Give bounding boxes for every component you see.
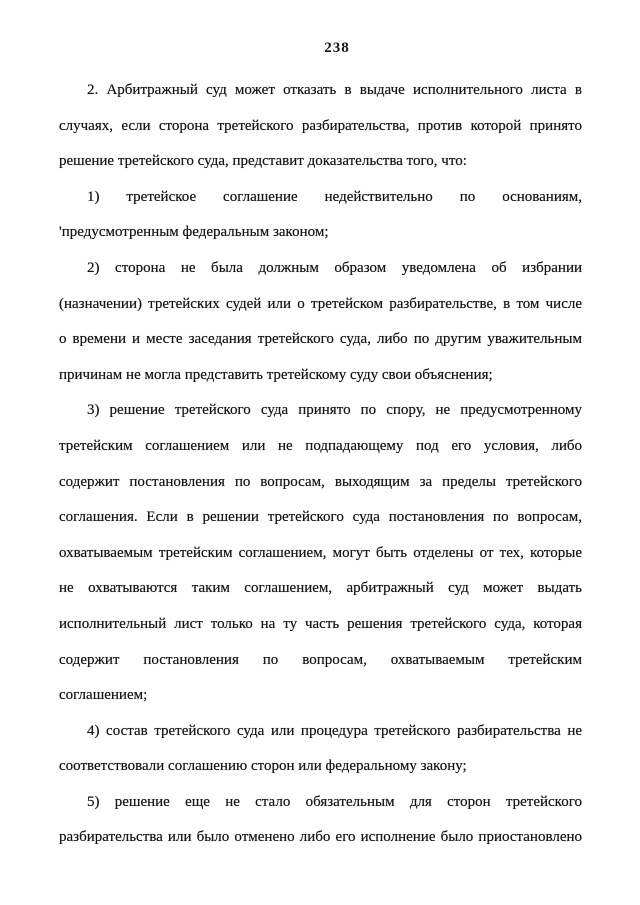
paragraph-2 bbox=[59, 180, 582, 251]
paragraph-6 bbox=[59, 785, 582, 856]
text-line: 2) сторона не была должным образом уведомлена об избрании bbox=[87, 259, 582, 276]
text-line: 5) решение еще не стало обязательным для сторон третейского bbox=[87, 793, 582, 810]
text-line: соглашением; bbox=[59, 687, 148, 704]
text-line: решение третейского суда, представит доказательства того, что: bbox=[59, 153, 467, 170]
paragraph-5 bbox=[59, 714, 582, 785]
text-line: 1) третейское соглашение недействительно по основаниям, bbox=[87, 188, 582, 205]
text-line: 3) решение третейского суда принято по спору, не предусмотренному bbox=[87, 402, 582, 419]
text-line: охватываемым третейским соглашением, могут быть отделены от тех, которые bbox=[59, 544, 582, 561]
page-number: 238 bbox=[324, 40, 350, 56]
text-line: причинам не могла представить третейскому суду свои объяснения; bbox=[59, 366, 493, 383]
paragraph-1 bbox=[59, 73, 582, 180]
text-block bbox=[59, 73, 582, 856]
text-line: о времени и месте заседания третейского суда, либо по другим уважительным bbox=[59, 331, 582, 348]
text-line: исполнительный лист только на ту часть решения третейского суда, которая bbox=[59, 615, 582, 632]
text-line: случаях, если сторона третейского разбирательства, против которой принято bbox=[59, 117, 582, 134]
paragraph-3 bbox=[59, 251, 582, 393]
text-line: 2. Арбитражный суд может отказать в выдаче исполнительного листа в bbox=[87, 82, 582, 98]
text-line: соглашения. Если в решении третейского суда постановления по вопросам, bbox=[59, 509, 582, 526]
text-line: содержит постановления по вопросам, выходящим за пределы третейского bbox=[59, 473, 582, 490]
text-line: (назначении) третейских судей или о третейском разбирательстве, в том числе bbox=[59, 295, 582, 312]
text-line: 4) состав третейского суда или процедура третейского разбирательства не bbox=[87, 722, 582, 739]
text-line: соответствовали соглашению сторон или федеральному закону; bbox=[59, 758, 467, 775]
paragraph-4 bbox=[59, 393, 582, 713]
text-line: 'предусмотренным федеральным законом; bbox=[59, 224, 329, 241]
text-line: содержит постановления по вопросам, охватываемым третейским bbox=[59, 651, 582, 668]
text-line: третейским соглашением или не подпадающему под его условия, либо bbox=[59, 437, 582, 454]
text-line: разбирательства или было отменено либо его исполнение было приостановлено bbox=[59, 829, 582, 846]
text-line: не охватываются таким соглашением, арбитражный суд может выдать bbox=[59, 580, 582, 597]
